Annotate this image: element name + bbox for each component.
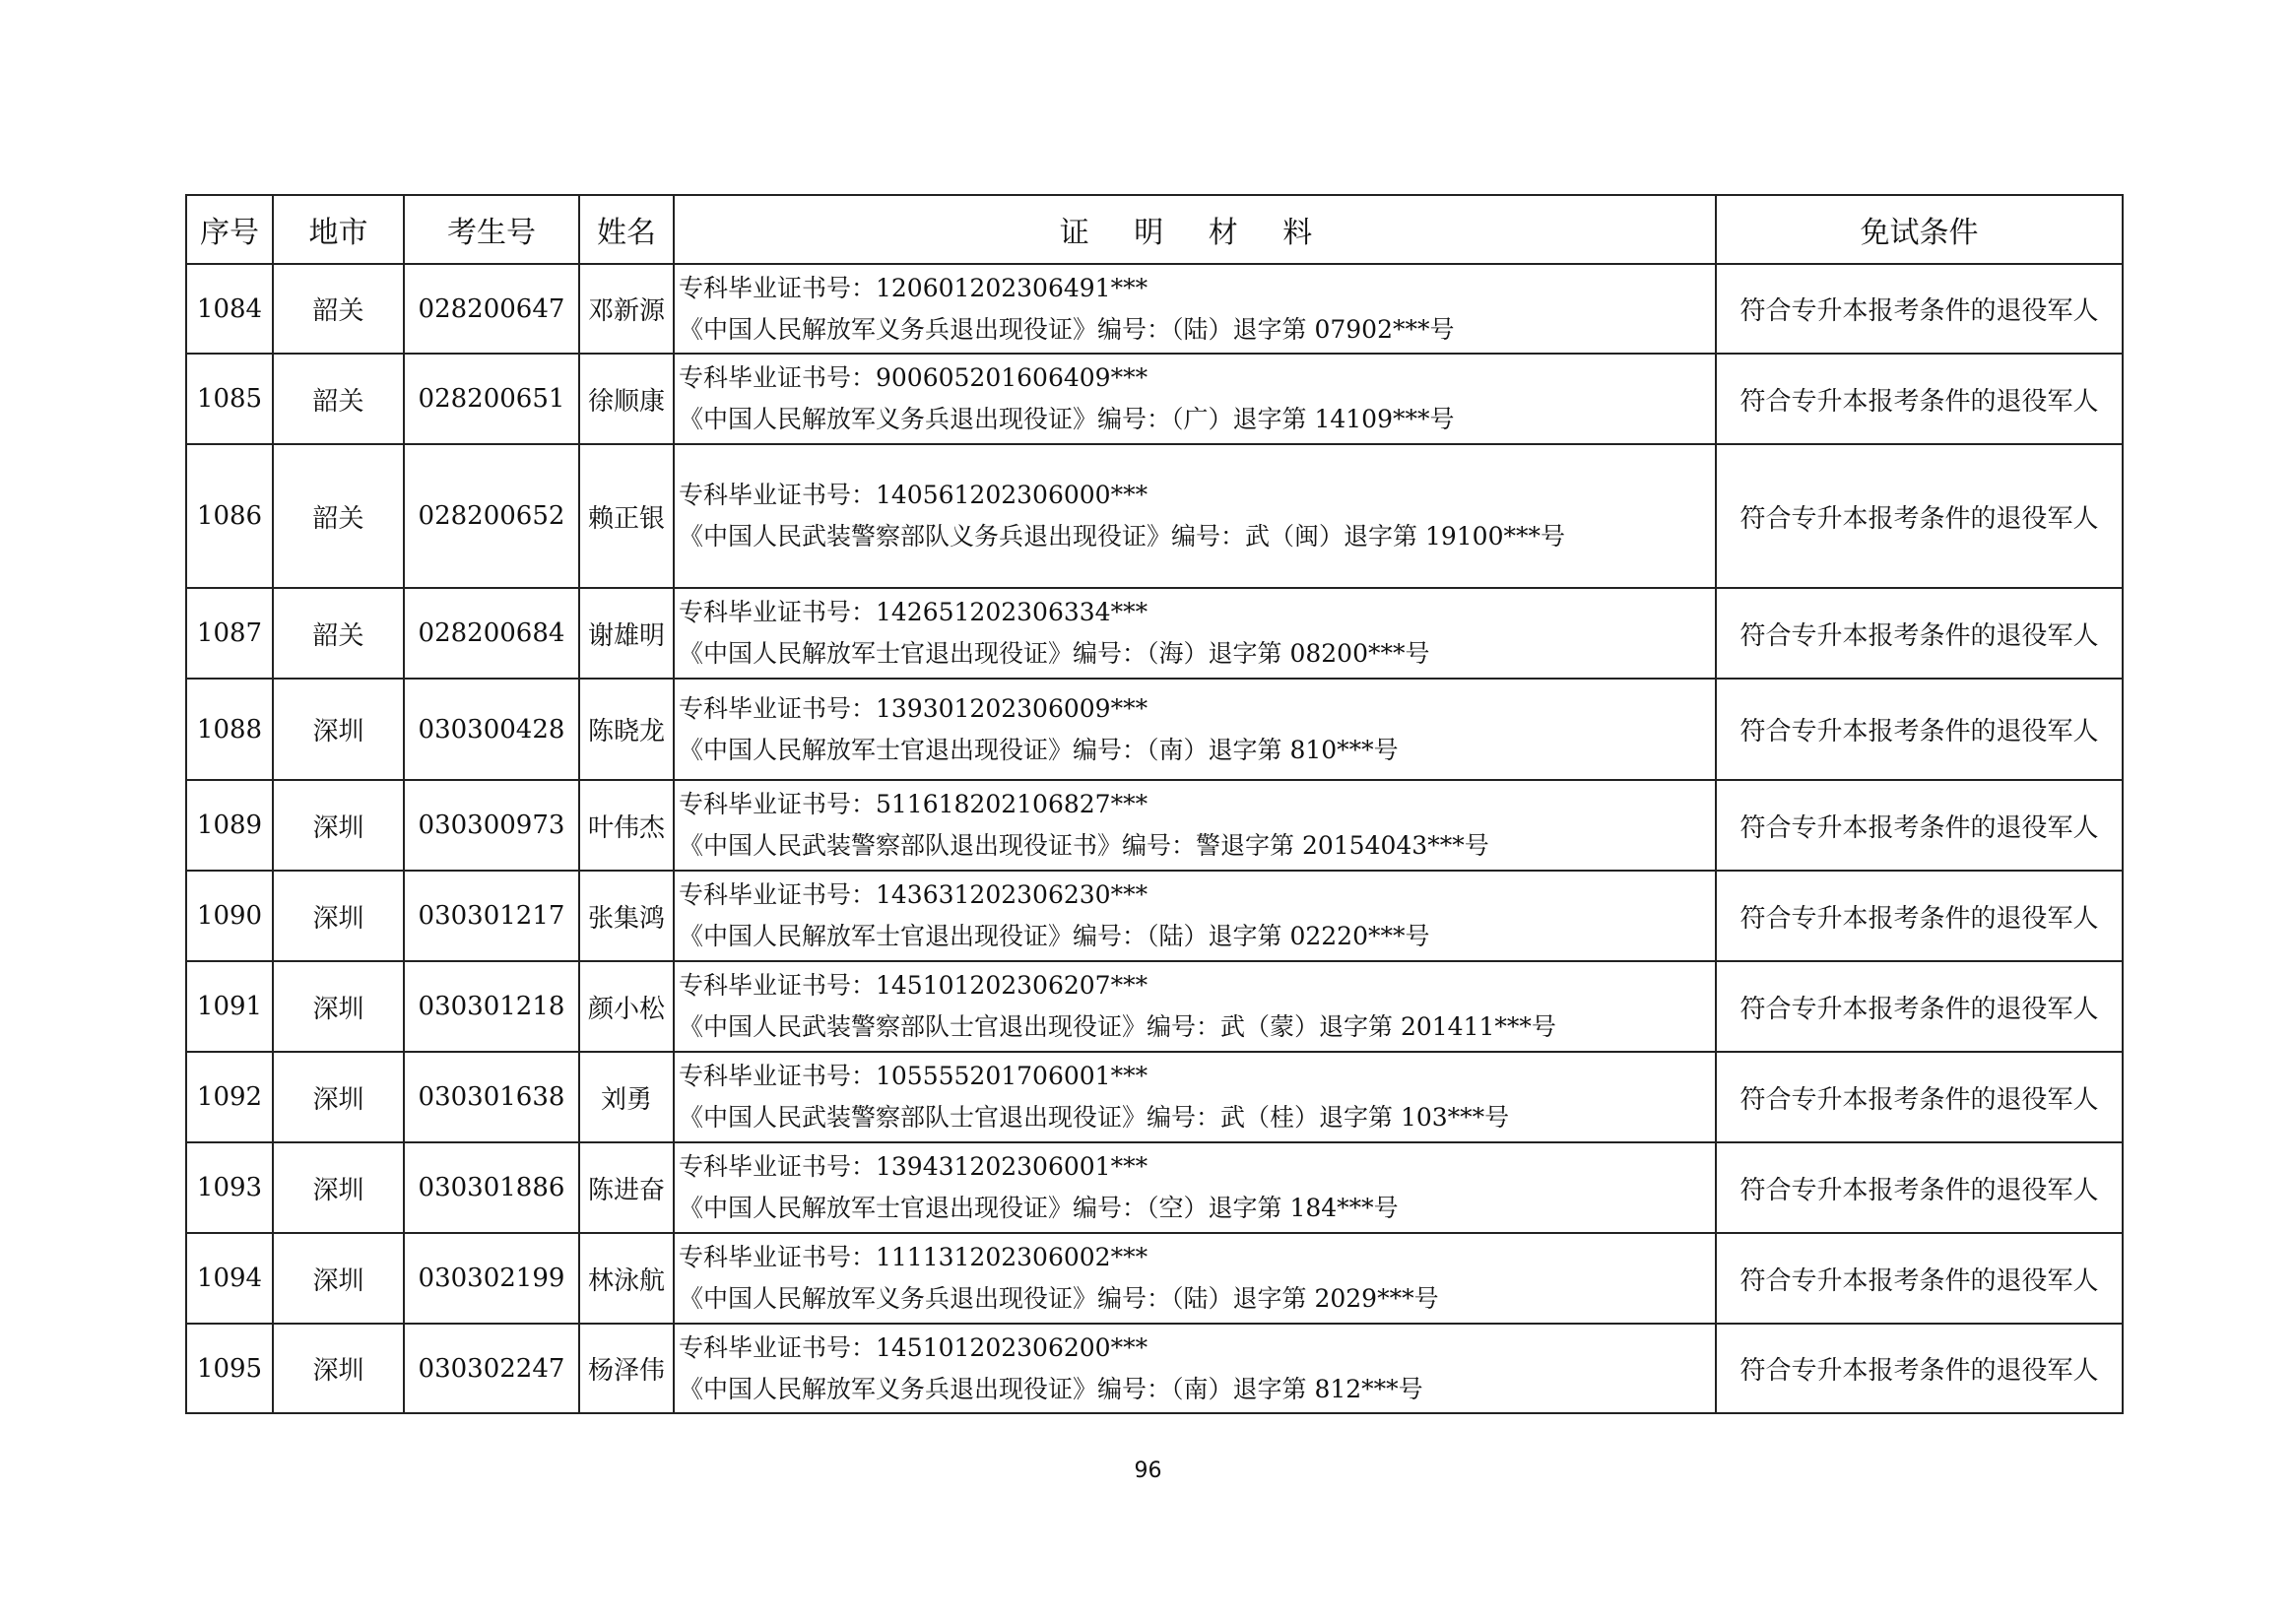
discharge-certificate: 《中国人民解放军义务兵退出现役证》编号：（广）退字第 14109***号 (679, 405, 1455, 433)
cell-condition: 符合专升本报考条件的退役军人 (1716, 1233, 2123, 1324)
cell-exam-no: 028200684 (404, 588, 579, 679)
header-materials: 证 明 材 料 (674, 195, 1716, 264)
cell-seq: 1091 (186, 961, 273, 1052)
cell-seq: 1094 (186, 1233, 273, 1324)
header-seq: 序号 (186, 195, 273, 264)
table-row (186, 264, 2123, 354)
table-row (186, 1233, 2123, 1324)
diploma-number: 专科毕业证书号：142651202306334*** (679, 598, 1148, 626)
cell-name: 陈晓龙 (579, 679, 674, 780)
cell-city: 深圳 (273, 1324, 404, 1413)
cell-condition: 符合专升本报考条件的退役军人 (1716, 444, 2123, 588)
cell-name: 杨泽伟 (579, 1324, 674, 1413)
table-row (186, 444, 2123, 588)
cell-condition: 符合专升本报考条件的退役军人 (1716, 1052, 2123, 1142)
cell-exam-no: 030302199 (404, 1233, 579, 1324)
cell-exam-no: 030301218 (404, 961, 579, 1052)
cell-exam-no: 028200652 (404, 444, 579, 588)
discharge-certificate: 《中国人民解放军士官退出现役证》编号：（南）退字第 810***号 (679, 735, 1399, 764)
table-row (186, 1052, 2123, 1142)
cell-materials (674, 444, 1716, 588)
cell-name: 邓新源 (579, 264, 674, 354)
cell-city: 韶关 (273, 264, 404, 354)
discharge-certificate: 《中国人民武装警察部队士官退出现役证》编号：武（桂）退字第 103***号 (679, 1103, 1510, 1132)
cell-materials (674, 871, 1716, 961)
cell-exam-no: 030301638 (404, 1052, 579, 1142)
cell-city: 深圳 (273, 679, 404, 780)
cell-exam-no: 030300428 (404, 679, 579, 780)
discharge-certificate: 《中国人民解放军士官退出现役证》编号：（海）退字第 08200***号 (679, 639, 1430, 668)
cell-materials (674, 1324, 1716, 1413)
cell-name: 陈进奋 (579, 1142, 674, 1233)
cell-seq: 1085 (186, 354, 273, 444)
cell-name: 徐顺康 (579, 354, 674, 444)
discharge-certificate: 《中国人民武装警察部队退出现役证书》编号：警退字第 20154043***号 (679, 831, 1489, 860)
diploma-number: 专科毕业证书号：140561202306000*** (679, 481, 1148, 509)
discharge-certificate: 《中国人民解放军义务兵退出现役证》编号：（陆）退字第 2029***号 (679, 1284, 1439, 1313)
page-number: 96 (1134, 1459, 1162, 1483)
cell-seq: 1092 (186, 1052, 273, 1142)
header-name: 姓名 (579, 195, 674, 264)
table-row (186, 871, 2123, 961)
diploma-number: 专科毕业证书号：120601202306491*** (679, 273, 1148, 302)
cell-name: 赖正银 (579, 444, 674, 588)
cell-name: 林泳航 (579, 1233, 674, 1324)
cell-seq: 1089 (186, 780, 273, 871)
cell-exam-no: 030301217 (404, 871, 579, 961)
exemption-table (185, 194, 2124, 1414)
cell-materials (674, 780, 1716, 871)
table-row (186, 354, 2123, 444)
cell-condition: 符合专升本报考条件的退役军人 (1716, 588, 2123, 679)
table-row (186, 588, 2123, 679)
diploma-number: 专科毕业证书号：511618202106827*** (679, 790, 1148, 818)
cell-condition: 符合专升本报考条件的退役军人 (1716, 961, 2123, 1052)
diploma-number: 专科毕业证书号：105555201706001*** (679, 1062, 1148, 1090)
cell-name: 谢雄明 (579, 588, 674, 679)
cell-condition: 符合专升本报考条件的退役军人 (1716, 871, 2123, 961)
cell-condition: 符合专升本报考条件的退役军人 (1716, 780, 2123, 871)
cell-seq: 1093 (186, 1142, 273, 1233)
discharge-certificate: 《中国人民解放军义务兵退出现役证》编号：（南）退字第 812***号 (679, 1374, 1423, 1403)
cell-city: 韶关 (273, 588, 404, 679)
cell-city: 深圳 (273, 1233, 404, 1324)
diploma-number: 专科毕业证书号：143631202306230*** (679, 880, 1148, 909)
cell-city: 深圳 (273, 1052, 404, 1142)
cell-exam-no: 028200651 (404, 354, 579, 444)
cell-seq: 1087 (186, 588, 273, 679)
discharge-certificate: 《中国人民武装警察部队士官退出现役证》编号：武（蒙）退字第 201411***号 (679, 1012, 1556, 1041)
table-row (186, 961, 2123, 1052)
table-row (186, 1324, 2123, 1413)
header-exam-no: 考生号 (404, 195, 579, 264)
discharge-certificate: 《中国人民解放军士官退出现役证》编号：（空）退字第 184***号 (679, 1194, 1399, 1222)
cell-name: 叶伟杰 (579, 780, 674, 871)
cell-city: 深圳 (273, 871, 404, 961)
cell-name: 张集鸿 (579, 871, 674, 961)
discharge-certificate: 《中国人民武装警察部队义务兵退出现役证》编号：武（闽）退字第 19100***号 (679, 522, 1565, 551)
diploma-number: 专科毕业证书号：139431202306001*** (679, 1152, 1148, 1181)
header-row (186, 195, 2123, 264)
diploma-number: 专科毕业证书号：900605201606409*** (679, 363, 1148, 392)
cell-seq: 1095 (186, 1324, 273, 1413)
table-row (186, 1142, 2123, 1233)
cell-condition: 符合专升本报考条件的退役军人 (1716, 264, 2123, 354)
cell-city: 深圳 (273, 780, 404, 871)
diploma-number: 专科毕业证书号：145101202306200*** (679, 1332, 1148, 1362)
cell-condition: 符合专升本报考条件的退役军人 (1716, 1324, 2123, 1413)
header-city: 地市 (273, 195, 404, 264)
cell-seq: 1090 (186, 871, 273, 961)
diploma-number: 专科毕业证书号：139301202306009*** (679, 693, 1148, 723)
table-row (186, 780, 2123, 871)
cell-seq: 1086 (186, 444, 273, 588)
cell-materials (674, 354, 1716, 444)
diploma-number: 专科毕业证书号：111131202306002*** (679, 1243, 1148, 1271)
cell-city: 深圳 (273, 961, 404, 1052)
cell-seq: 1088 (186, 679, 273, 780)
cell-name: 刘勇 (579, 1052, 674, 1142)
diploma-number: 专科毕业证书号：145101202306207*** (679, 971, 1148, 1000)
discharge-certificate: 《中国人民解放军义务兵退出现役证》编号：（陆）退字第 07902***号 (679, 314, 1455, 344)
cell-name: 颜小松 (579, 961, 674, 1052)
table-row (186, 679, 2123, 780)
cell-condition: 符合专升本报考条件的退役军人 (1716, 354, 2123, 444)
cell-exam-no: 028200647 (404, 264, 579, 354)
discharge-certificate: 《中国人民解放军士官退出现役证》编号：（陆）退字第 02220***号 (679, 922, 1430, 950)
cell-exam-no: 030301886 (404, 1142, 579, 1233)
cell-materials (674, 1233, 1716, 1324)
cell-seq: 1084 (186, 264, 273, 354)
cell-materials (674, 961, 1716, 1052)
cell-materials (674, 264, 1716, 354)
cell-materials (674, 679, 1716, 780)
cell-exam-no: 030302247 (404, 1324, 579, 1413)
cell-condition: 符合专升本报考条件的退役军人 (1716, 679, 2123, 780)
cell-city: 深圳 (273, 1142, 404, 1233)
cell-city: 韶关 (273, 354, 404, 444)
header-condition: 免试条件 (1716, 195, 2123, 264)
cell-condition: 符合专升本报考条件的退役军人 (1716, 1142, 2123, 1233)
cell-materials (674, 588, 1716, 679)
cell-materials (674, 1142, 1716, 1233)
cell-exam-no: 030300973 (404, 780, 579, 871)
cell-materials (674, 1052, 1716, 1142)
cell-city: 韶关 (273, 444, 404, 588)
